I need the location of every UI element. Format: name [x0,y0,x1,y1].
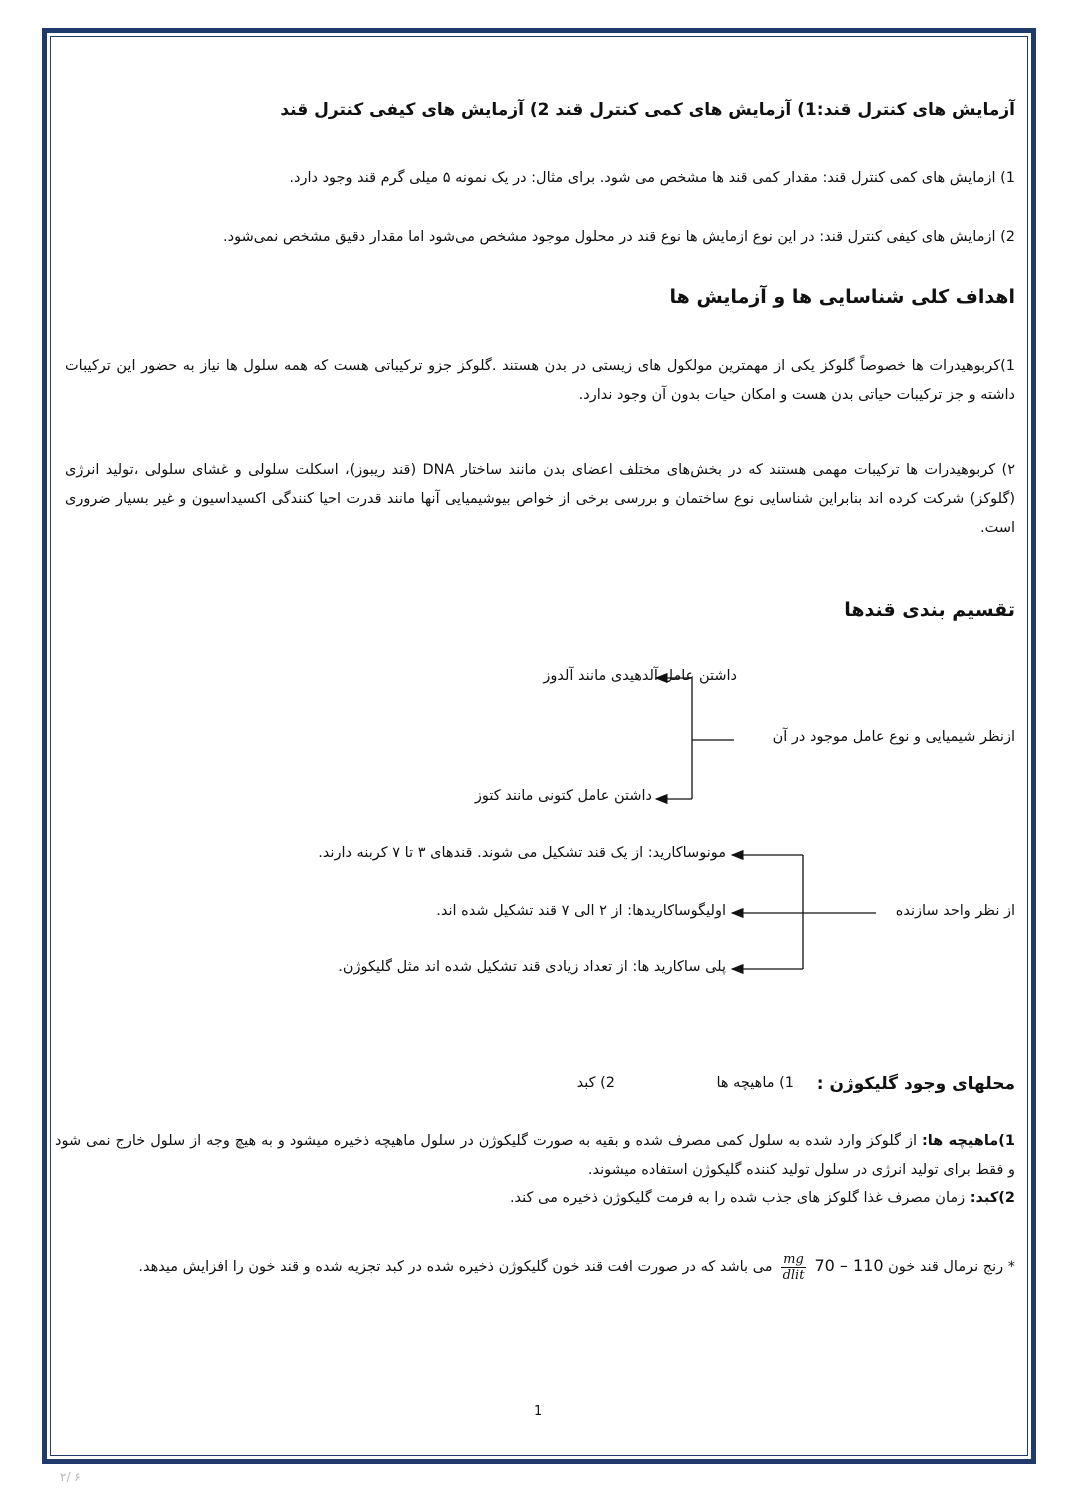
unit-root-label: از نظر واحد سازنده [895,903,1015,919]
unit-bracket [732,855,876,969]
poly-label: پلی ساکارید ها: از تعداد زیادی قند تشکیل شده اند مثل گلیکوژن. [338,959,726,975]
muscle-paragraph [55,1127,1015,1185]
page-number: 1 [534,1404,543,1419]
unit-numerator: mg [783,1251,804,1267]
liver-text: زمان مصرف غذا گلوکز های جذب شده را به فرمت گلیکوژن ذخیره می کند. [509,1190,970,1206]
goal1-paragraph: 1)کربوهیدرات ها خصوصاً گلوکز یکی از مهمترین مولکول های زیستی در بدن هستند .گلوکز جزو ترکیباتی هست که همه سلول ها نیاز به حضور این ترکیبات داشته و جز ترکیبات حیاتی بدن هست و امکان حیات بدون آن وجود ندارد. [65,358,1015,403]
glycogen-loc2: 2) کبد [576,1075,615,1091]
oligo-label: اولیگوساکاریدها: از ۲ الی ۷ قند تشکیل شده اند. [436,903,726,919]
liver-paragraph [65,1184,1015,1213]
goal2-paragraph: ۲) کربوهیدرات ها ترکیبات مهمی هستند که در بخش‌های مختلف اعضای بدن مانند ساختار DNA (قند ریبوز)، اسکلت سلولی و غشای سلولی ،تولید انرژی (گلوکز) شرکت کرده اند بنابراین شناسایی نوع ساختمان و بررسی برخی از خواص بیوشیمیایی آنها مانند قدرت احیا کنندگی اکسیداسیون و غیر بسیار ضروری است. [65,462,1015,536]
glycogen-loc1: 1) ماهیچه ها [716,1075,794,1091]
aldehyde-label: داشتن عامل آلدهیدی مانند آلدوز [543,668,737,684]
qc-heading-rest: 1) آزمایش های کمی کنترل قند 2) آزمایش های کیفی کنترل قند [280,100,817,120]
qual-paragraph: 2) ازمایش های کیفی کنترل قند: در این نوع ازمایش ها نوع قند در محلول موجود مشخص می‌شود اما مقدار دقیق مشخص نمی‌شود. [223,229,1015,245]
goals-heading: اهداف کلی شناسایی ها و آزمایش ها [669,286,1015,308]
glycogen-heading: محلهای وجود گلیکوژن : [816,1074,1015,1094]
note-start: * رنج نرمال قند خون [888,1259,1015,1275]
normal-range: 70 – 110 [814,1256,884,1275]
unit-denominator: dlit [782,1267,805,1283]
unit-fraction [781,1252,806,1283]
muscle-text: از گلوکز وارد شده به سلول کمی مصرف شده و بقیه به صورت گلیکوژن در سلول ماهیچه ذخیره میشود و به هیچ وجه از سلول خارج نمی شود و فقط برای تولید انرژی در سلول تولید کننده گلیکوژن استفاده میشوند. [55,1133,1015,1178]
classification-heading: تقسیم بندی قندها [844,599,1015,621]
liver-label: 2)کبد: [969,1190,1015,1206]
chem-root-label: ازنظر شیمیایی و نوع عامل موجود در آن [772,729,1015,745]
qc-heading-title: آزمایش های کنترل قند: [816,100,1015,120]
chem-bracket [656,678,734,799]
ketone-label: داشتن عامل کتونی مانند کتوز [474,788,652,804]
blood-sugar-note [65,1251,1015,1283]
muscle-label: 1)ماهیچه ها: [921,1133,1015,1149]
quant-paragraph: 1) ازمایش های کمی کنترل قند: مقدار کمی قند ها مشخص می شود. برای مثال: در یک نمونه ۵ میلی گرم قند وجود دارد. [289,170,1015,186]
note-end: می باشد که در صورت افت قند خون گلیکوژن ذخیره شده در کبد تجزیه شده و قند خون را افزایش میدهد. [138,1259,773,1275]
footer-mark: ۲/ ۶ [60,1470,81,1484]
mono-label: مونوساکارید: از یک قند تشکیل می شوند. قندهای ۳ تا ۷ کربنه دارند. [318,845,726,861]
